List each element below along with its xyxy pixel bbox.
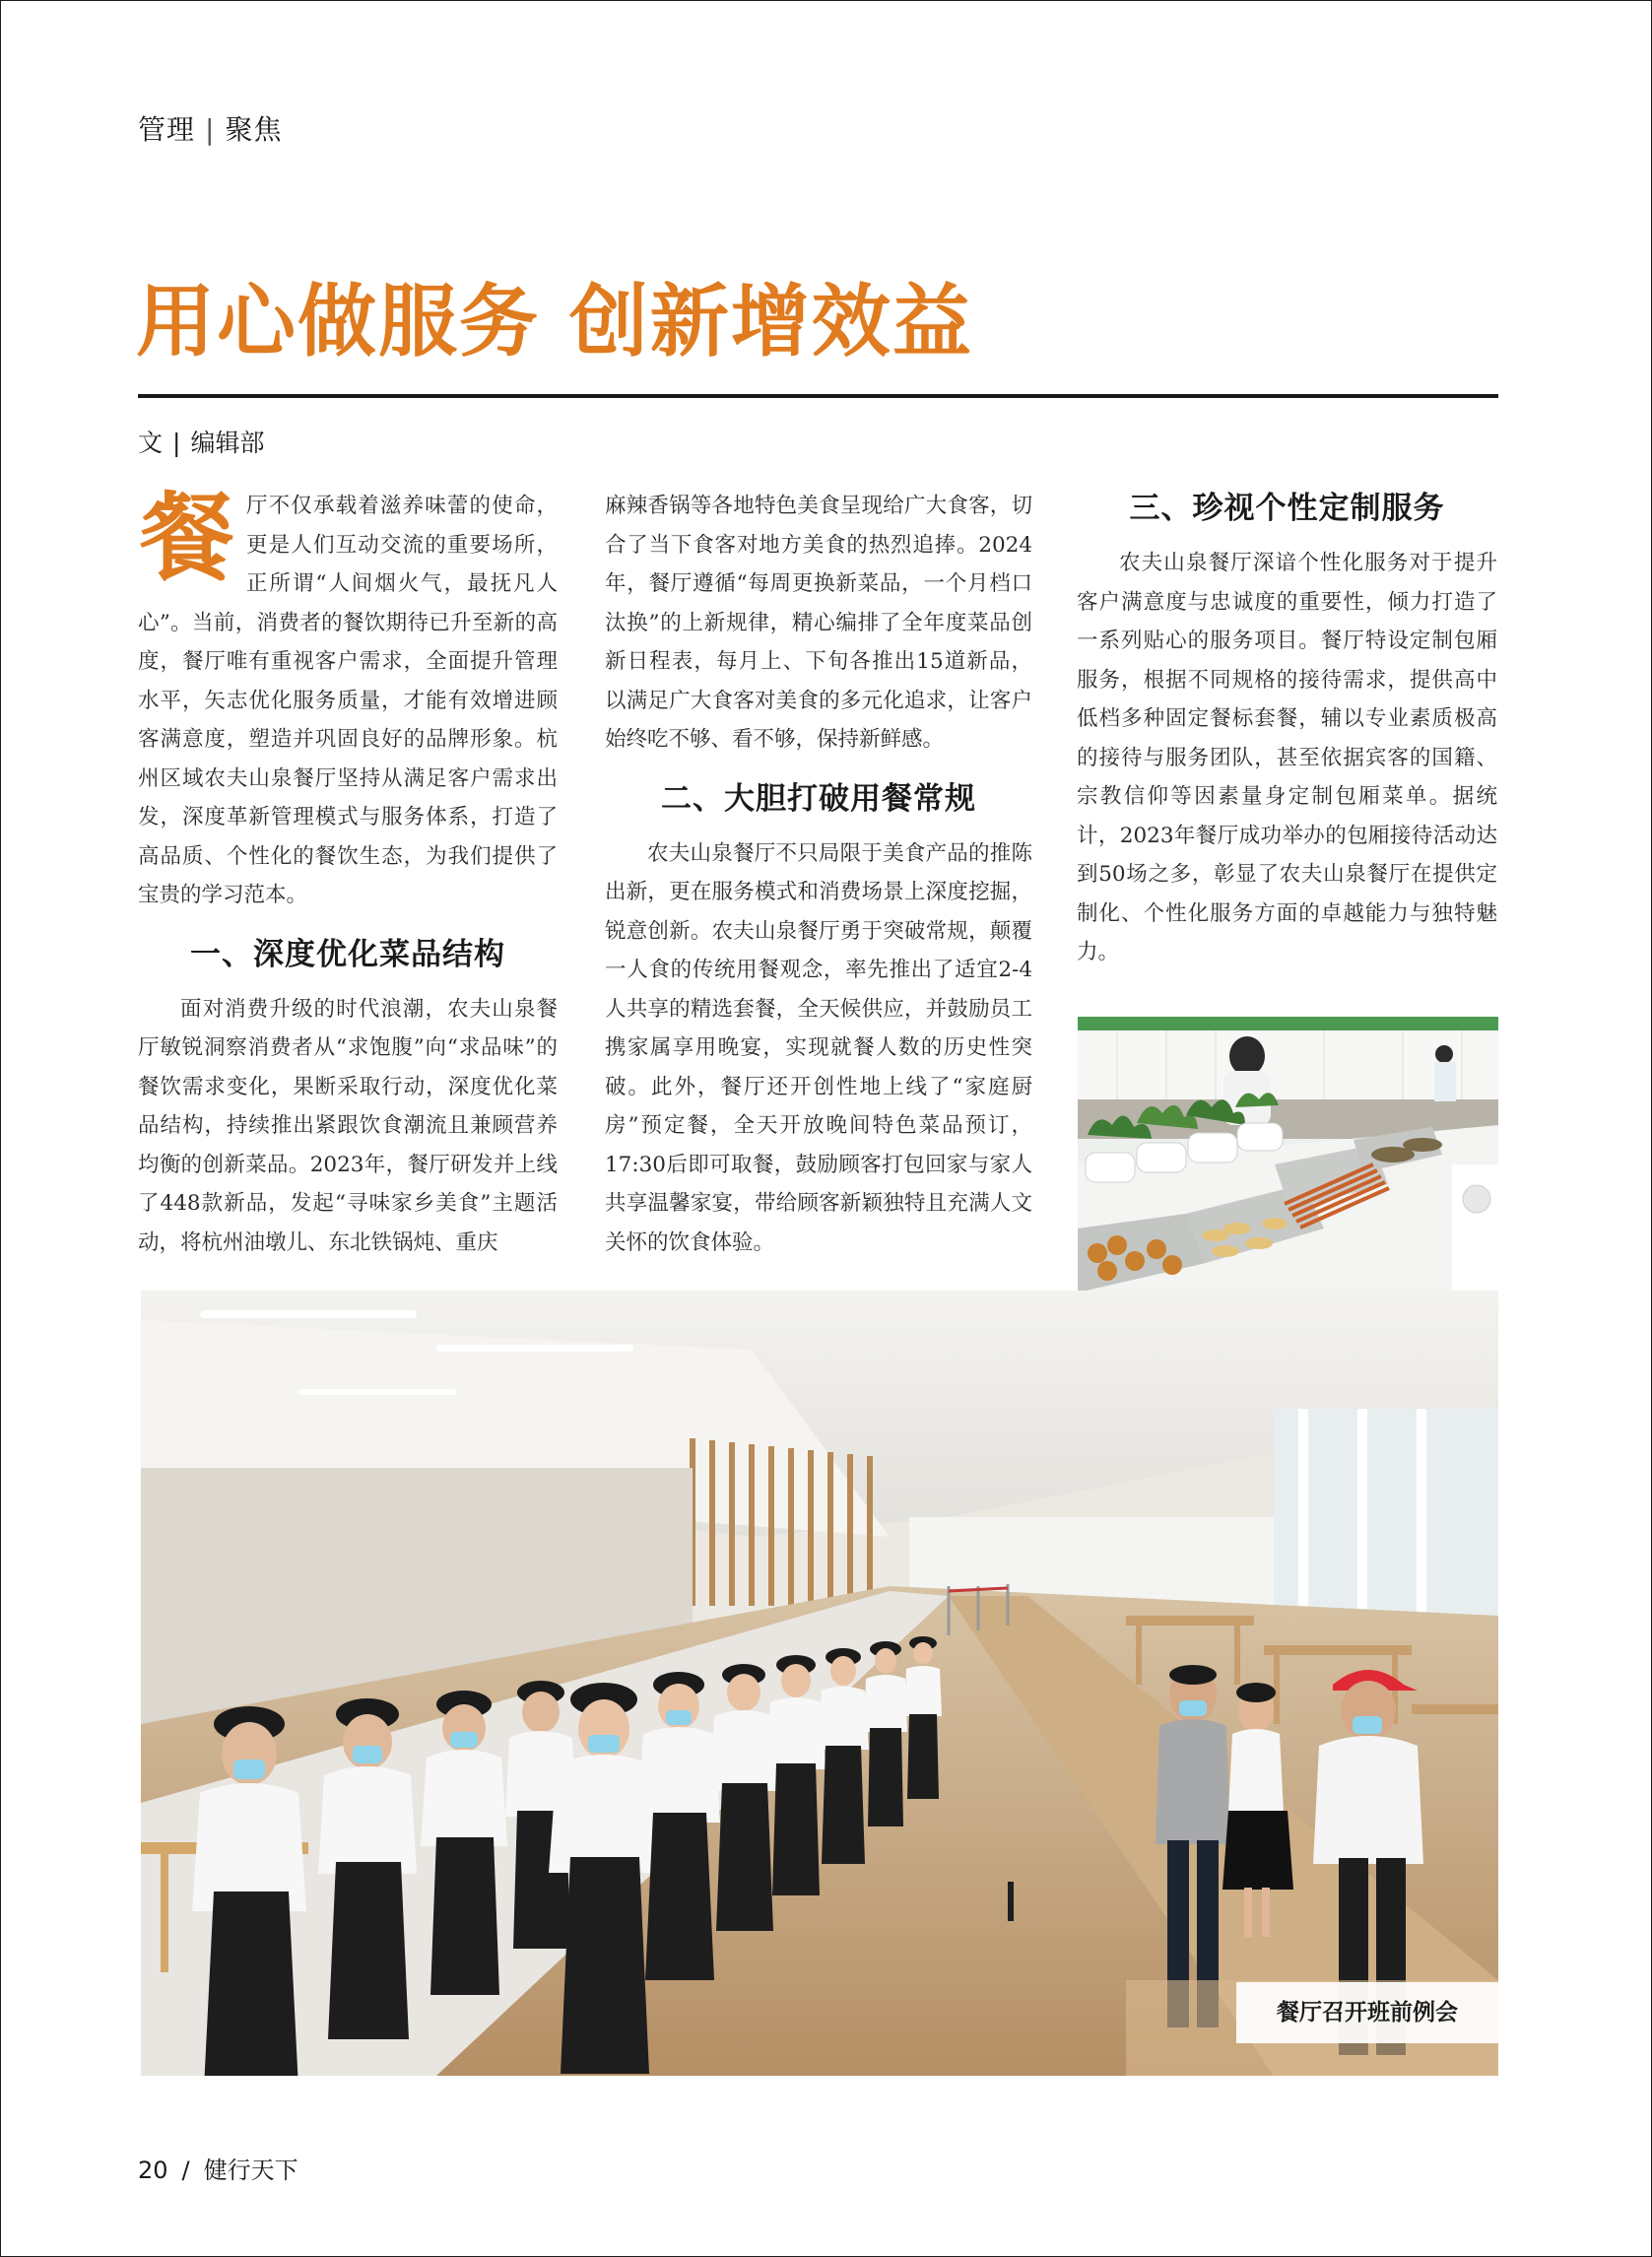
byline-author: 编辑部 xyxy=(190,429,265,457)
section3-heading: 三、珍视个性定制服务 xyxy=(1129,491,1445,526)
text-column-1 xyxy=(138,482,558,1262)
publication-name: 健行天下 xyxy=(203,2157,298,2184)
section1-paragraph-a: 面对消费升级的时代浪潮，农夫山泉餐厅敏锐洞察消费者从“求饱腹”向“求品味”的餐饮需求变化，果断采取行动，深度优化菜品结构，持续推出紧跟饮食潮流且兼顾营养均衡的创新菜品。2023年，餐厅研发并上线了448款新品，发起“寻味家乡美食”主题活动，将杭州油墩儿、东北铁锅炖、重庆 xyxy=(138,996,558,1255)
section-label: 管理 xyxy=(138,113,196,146)
byline-label: 文 xyxy=(138,429,164,457)
byline xyxy=(138,424,264,459)
section-tag xyxy=(138,108,282,148)
dropcap: 餐 xyxy=(140,482,234,593)
page-footer xyxy=(138,2151,298,2185)
page-number: 20 xyxy=(138,2157,168,2184)
title-rule xyxy=(138,394,1498,398)
section1-paragraph-b: 麻辣香锅等各地特色美食呈现给广大食客，切合了当下食客对地方美食的热烈追捧。2024年，餐厅遵循“每周更换新菜品，一个月档口汰换”的上新规律，精心编排了全年度菜品创新日程表，每月上、下旬各推出15道新品，以满足广大食客对美食的多元化追求，让客户始终吃不够、看不够，保持新鲜感。 xyxy=(605,494,1032,752)
staff-meeting-photo xyxy=(141,1291,1498,2076)
section3-paragraph: 农夫山泉餐厅深谙个性化服务对于提升客户满意度与忠诚度的重要性，倾力打造了一系列贴心的服务项目。餐厅特设定制包厢服务，根据不同规格的接待需求，提供高中低档多种固定餐标套餐，辅以专业素质极高的接待与服务团队，甚至依据宾客的国籍、宗教信仰等因素量身定制包厢菜单。据统计，2023年餐厅成功举办的包厢接待活动达到50场之多，彰显了农夫山泉餐厅在提供定制化、个性化服务方面的卓越能力与独特魅力。 xyxy=(1077,551,1497,964)
article-title: 用心做服务 创新增效益 xyxy=(136,275,973,367)
byline-separator: | xyxy=(172,429,181,457)
text-column-3 xyxy=(1077,487,1497,972)
footer-slash: / xyxy=(181,2157,190,2184)
intro-paragraph: 厅不仅承载着滋养味蕾的使命，更是人们互动交流的重要场所，正所谓“人间烟火气，最抚凡人心”。当前，消费者的餐饮期待已升至新的高度，餐厅唯有重视客户需求，全面提升管理水平，矢志优化服务质量，才能有效增进顾客满意度，塑造并巩固良好的品牌形象。杭州区域农夫山泉餐厅坚持从满足客户需求出发，深度革新管理模式与服务体系，打造了高品质、个性化的餐饮生态，为我们提供了宝贵的学习范本。 xyxy=(138,494,558,907)
section1-heading: 一、深度优化菜品结构 xyxy=(190,936,505,972)
staff-meeting-caption: 餐厅召开班前例会 xyxy=(1236,1982,1498,2043)
subsection-label: 聚焦 xyxy=(225,113,283,146)
section2-heading: 二、大胆打破用餐常规 xyxy=(661,780,976,817)
section-separator: | xyxy=(205,113,216,146)
section2-paragraph: 农夫山泉餐厅不只局限于美食产品的推陈出新，更在服务模式和消费场景上深度挖掘，锐意创新。农夫山泉餐厅勇于突破常规，颠覆一人食的传统用餐观念，率先推出了适宜2-4人共享的精选套餐，全天候供应，并鼓励员工携家属享用晚宴，实现就餐人数的历史性突破。此外，餐厅还开创性地上线了“家庭厨房”预定餐，全天开放晚间特色菜品预订，17:30后即可取餐，鼓励顾客打包回家与家人共享温馨家宴，带给顾客新颖独特且充满人文关怀的饮食体验。 xyxy=(605,840,1032,1255)
buffet-photo xyxy=(1078,1017,1498,1293)
text-column-2 xyxy=(605,487,1032,1262)
